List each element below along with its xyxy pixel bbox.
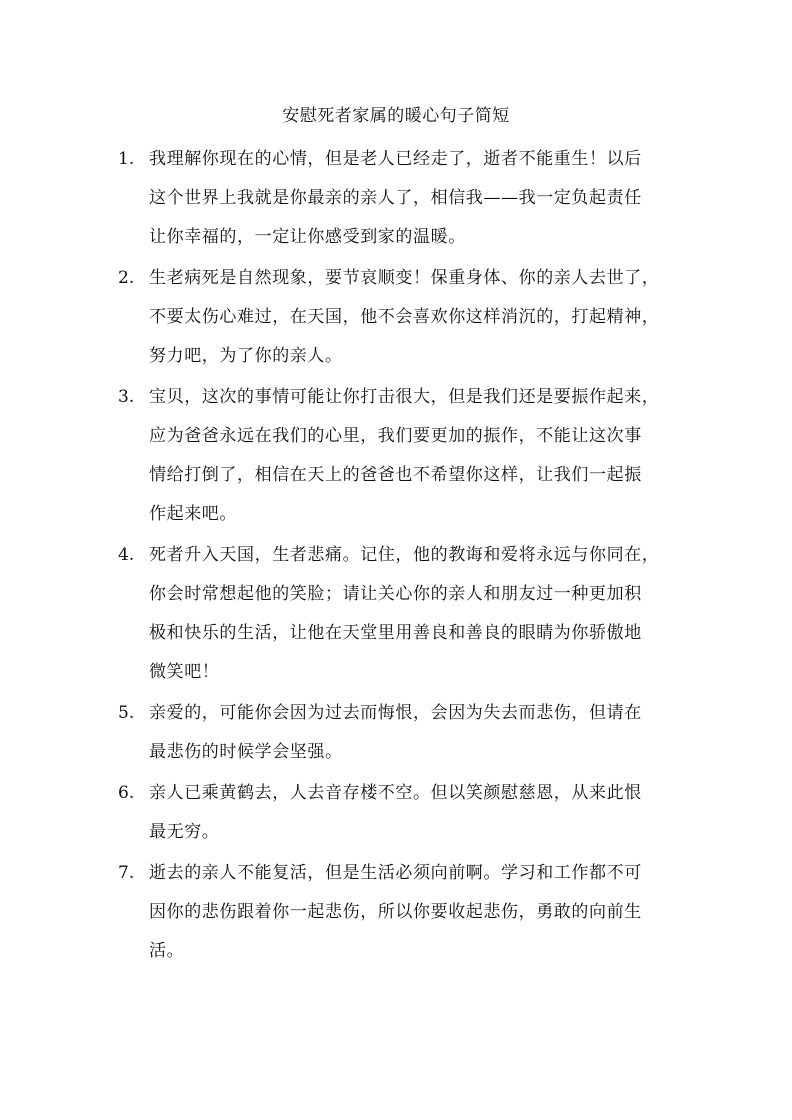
text-line: 死者升入天国，生者悲痛。记住，他的教诲和爱将永远与你同在， [149, 545, 660, 565]
list-item-text [149, 858, 678, 977]
list-item [118, 858, 678, 977]
text-line: 亲人已乘黄鹤去，人去音存楼不空。但以笑颜慰慈恩，从来此恨 [149, 783, 642, 803]
list-item-text [149, 382, 678, 540]
text-line: 应为爸爸永远在我们的心里，我们要更加的振作，不能让这次事 [149, 426, 642, 446]
list-item-number: 5. [118, 703, 135, 723]
list-item-number: 7. [118, 863, 135, 883]
list-item [118, 778, 678, 858]
text-line: 情给打倒了，相信在天上的爸爸也不希望你这样，让我们一起振 [149, 465, 642, 485]
list-item-number: 6. [118, 783, 135, 803]
text-line: 最悲伤的时候学会坚强。 [149, 742, 343, 762]
text-line: 因你的悲伤跟着你一起悲伤，所以你要收起悲伤，勇敢的向前生 [149, 902, 642, 922]
list-item-text [149, 144, 678, 263]
text-line: 不要太伤心难过，在天国，他不会喜欢你这样消沉的，打起精神， [149, 307, 660, 327]
text-line: 这个世界上我就是你最亲的亲人了，相信我——我一定负起责任 [149, 188, 642, 208]
list-item-text [149, 778, 678, 858]
list-item-text [149, 263, 678, 382]
condolence-list [118, 144, 678, 977]
list-item [118, 698, 678, 778]
list-item-number: 3. [118, 387, 135, 407]
list-item-number: 1. [118, 149, 135, 169]
list-item-text [149, 698, 678, 778]
text-line: 逝去的亲人不能复活，但是生活必须向前啊。学习和工作都不可 [149, 863, 642, 883]
list-item [118, 540, 678, 698]
list-item [118, 382, 678, 540]
text-line: 努力吧，为了你的亲人。 [149, 346, 343, 366]
list-item-number: 4. [118, 545, 135, 565]
text-line: 我理解你现在的心情，但是老人已经走了，逝者不能重生！以后 [149, 149, 642, 169]
text-line: 你会时常想起他的笑脸；请让关心你的亲人和朋友过一种更加积 [149, 584, 642, 604]
list-item-number: 2. [118, 268, 135, 288]
text-line: 微笑吧！ [149, 662, 220, 682]
text-line: 极和快乐的生活，让他在天堂里用善良和善良的眼睛为你骄傲地 [149, 623, 642, 643]
text-line: 生老病死是自然现象，要节哀顺变！保重身体、你的亲人去世了， [149, 268, 660, 288]
list-item [118, 263, 678, 382]
text-line: 最无穷。 [149, 822, 220, 842]
text-line: 作起来吧。 [149, 504, 237, 524]
text-line: 让你幸福的，一定让你感受到家的温暖。 [149, 227, 466, 247]
text-line: 活。 [149, 941, 185, 961]
text-line: 宝贝，这次的事情可能让你打击很大，但是我们还是要振作起来， [149, 387, 660, 407]
text-line: 亲爱的，可能你会因为过去而悔恨，会因为失去而悲伤，但请在 [149, 703, 642, 723]
document-title: 安慰死者家属的暖心句子简短 [282, 106, 510, 126]
list-item [118, 144, 678, 263]
list-item-text [149, 540, 678, 698]
